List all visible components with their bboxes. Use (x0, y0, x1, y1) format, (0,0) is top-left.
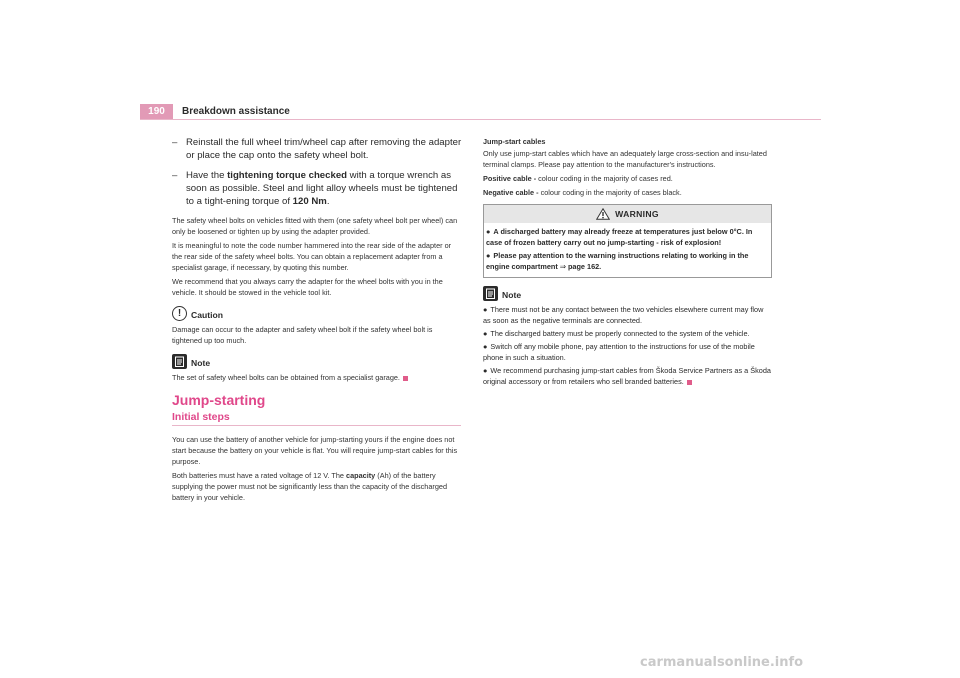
note-icon (483, 286, 498, 301)
note-label: Note (502, 290, 522, 300)
paragraph: It is meaningful to note the code number hammered into the rear side of the adapter or the rear side of the safety wheel bolts. You can obtain a replacement adapter from a specialist garage, if necessary, by quoting this number. (172, 241, 452, 272)
cables-title: Jump-start cables (483, 137, 546, 146)
step-emphasis: tightening torque checked (227, 170, 348, 181)
warning-item-text: Please pay attention to the warning instructions relating to working in the engine compartment (486, 251, 749, 271)
step-dash: – (172, 170, 178, 181)
capacity-paragraph (172, 470, 462, 503)
page-reference-link[interactable]: page 162. (567, 262, 602, 271)
chapter-title: Breakdown assistance (182, 106, 290, 117)
page-number: 190 (140, 104, 173, 119)
note-heading (483, 286, 773, 301)
note-item-text: There must not be any contact between the two vehicles elsewhere current may flow as soon as the negative terminals are connected. (483, 305, 764, 325)
note-item (483, 304, 773, 326)
negative-text: colour coding in the majority of cases black. (540, 188, 682, 197)
warning-triangle-icon (596, 208, 610, 220)
step-text-pre: Have the (186, 170, 228, 181)
caution-label: Caution (191, 310, 223, 320)
note-heading (172, 354, 462, 369)
torque-value: 120 Nm (292, 196, 327, 207)
paragraph: You can use the battery of another vehicle for jump-starting yours if the engine does not start because the battery on your vehicle is flat. You will require jump-start cables for this purpose. (172, 435, 458, 466)
exclamation-icon: ! (172, 306, 187, 321)
negative-cable (483, 187, 773, 198)
note-item (483, 365, 773, 387)
capacity-post: (Ah) of the battery supplying the power must not be significantly less than the capacity of the discharged battery in your vehicle. (172, 471, 448, 502)
note-item-text: We recommend purchasing jump-start cables from Škoda Service Partners as a Škoda original accessory or from retailers who sell branded batteries. (483, 366, 771, 386)
paragraph: The safety wheel bolts on vehicles fitted with them (one safety wheel bolt per wheel) can only be loosened or tighten up by using the adapter provided. (172, 216, 458, 236)
warning-label: WARNING (615, 209, 659, 219)
paragraph: We recommend that you always carry the adapter for the wheel bolts with you in the vehicle. It should be stowed in the vehicle tool kit. (172, 277, 443, 297)
step-text: Reinstall the full wheel trim/wheel cap after removing the adapter or place the cap onto the safety wheel bolt. (186, 137, 462, 161)
step-text-end: . (326, 196, 330, 207)
sub-section-title: Initial steps (172, 411, 461, 426)
note-item (483, 341, 773, 363)
warning-item (486, 226, 769, 248)
caution-heading (172, 306, 462, 321)
left-column (172, 136, 462, 506)
positive-label: Positive cable - (483, 174, 539, 183)
step-text-post: with a torque wrench as soon as possible. Steel and light alloy wheels must be tightened to a tight-ening torque of (186, 170, 458, 207)
warning-body (484, 223, 771, 277)
warning-item-text: A discharged battery may already freeze at temperatures just below 0°C. In case of frozen battery carry out no jump-starting - risk of explosion! (486, 227, 753, 247)
note-text (172, 372, 462, 383)
note-icon (172, 354, 187, 369)
capacity-emphasis: capacity (346, 471, 376, 480)
note-item (483, 328, 773, 339)
watermark: carmanualsonline.info (640, 655, 804, 670)
bullet-dot: ● (483, 305, 488, 314)
positive-text: colour coding in the majority of cases red. (538, 174, 673, 183)
bullet-dot: ● (483, 366, 488, 375)
reference-arrow: ⇒ (559, 262, 566, 271)
note-item-text: Switch off any mobile phone, pay attention to the instructions for use of the mobile phone in such a situation. (483, 342, 755, 362)
positive-cable (483, 173, 773, 184)
note-text-content: The set of safety wheel bolts can be obtained from a specialist garage. (172, 373, 400, 382)
end-of-section-mark (687, 380, 692, 385)
note-item-text: The discharged battery must be properly connected to the system of the vehicle. (490, 329, 750, 338)
negative-label: Negative cable - (483, 188, 541, 197)
step-dash: – (172, 137, 178, 148)
bullet-dot: ● (486, 227, 491, 236)
warning-header (484, 205, 771, 223)
end-of-section-mark (403, 376, 408, 381)
right-column (483, 136, 773, 389)
bullet-dot: ● (486, 251, 491, 260)
bullet-dot: ● (483, 329, 488, 338)
warning-box (483, 204, 772, 278)
capacity-pre: Both batteries must have a rated voltage of 12 V. The (172, 471, 347, 480)
note-label: Note (191, 358, 211, 368)
cables-text: Only use jump-start cables which have an adequately large cross-section and insu-lated terminal clamps. Please pay attention to the manufacturer's instructions. (483, 149, 767, 169)
step-item (172, 136, 462, 162)
step-item (172, 169, 462, 208)
header-divider (140, 119, 821, 120)
warning-item (486, 250, 769, 272)
section-title: Jump-starting (172, 392, 266, 408)
bullet-dot: ● (483, 342, 488, 351)
caution-text: Damage can occur to the adapter and safety wheel bolt if the safety wheel bolt is tightened up too much. (172, 325, 433, 345)
